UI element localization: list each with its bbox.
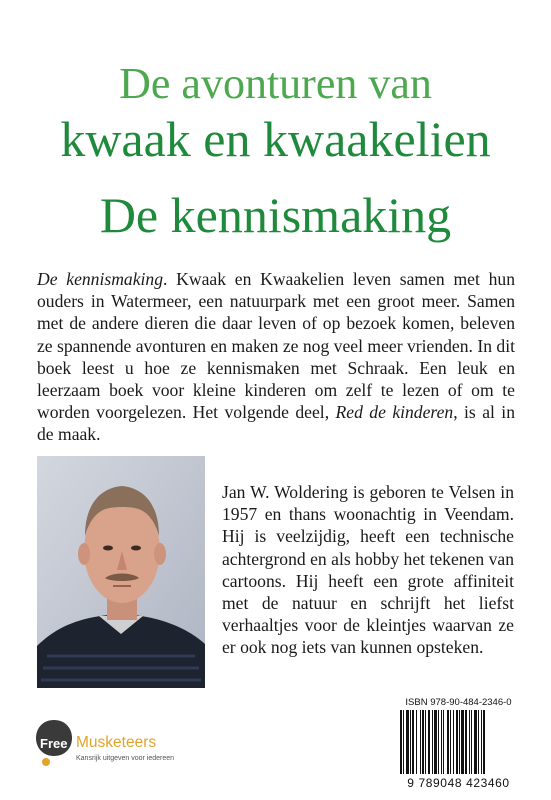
barcode-bar [432,710,433,774]
description-text-1: . Kwaak en Kwaakelien leven samen met hun ouders in Watermeer, een natuurpark met een groot meer. Samen met de andere dieren die daar leven of op bezoek komen, beleven ze spannende avonturen en maken ze nog veel meer vrienden. In dit boek leest u hoe ze kennismaken met Schraak. Een leuk en leerzaam boek voor kleine kinderen om zelf te lezen of om te worden voorgelezen. Het volgende deel, [37,269,515,423]
barcode-bar [443,710,444,774]
author-bio: Jan W. Woldering is geboren te Velsen in 1957 en thans woonachtig in Veendam. Hij is veelzijdig, heeft een technische achtergrond en als hobby het tekenen van cartoons. Hij heeft een grote affiniteit met de natuur en schrijft het liefst verhaaltjes voor de kleintjes waarvan ze er ook nog iets van kunnen opsteken. [222,482,514,658]
barcode-bar [459,710,460,774]
barcode-bar [456,710,458,774]
barcode-bar [483,710,485,774]
description-text-2: , is al in de maak. [37,402,515,445]
barcode-bar [428,710,430,774]
barcode-bar [471,710,472,774]
title-line-1: De avonturen van [119,59,432,108]
barcode-bar [469,710,470,774]
barcode-bar [474,710,477,774]
barcode-bar [410,710,411,774]
barcode-bar [400,710,402,774]
subtitle: De kennismaking [99,187,452,243]
barcode-bar [420,710,421,774]
book-description [37,268,515,446]
publisher-logo-name: Musketeers [76,734,157,751]
title-line-2: kwaak en kwaakelien [60,111,491,167]
author-photo [37,456,205,688]
barcode-bar [406,710,409,774]
publisher-logo [34,718,204,778]
barcode-bar [478,710,479,774]
barcode-bar [481,710,482,774]
description-next-title: Red de kinderen [335,402,454,423]
barcode [398,710,519,774]
barcode-bar [425,710,426,774]
barcode-bar [412,710,414,774]
barcode-bar [438,710,439,774]
publisher-tagline: Kansrijk uitgeven voor iedereen [76,755,175,762]
barcode-bar [465,710,467,774]
barcode-bar [447,710,449,774]
barcode-bar [416,710,417,774]
barcode-bar [453,710,454,774]
barcode-bar [461,710,464,774]
isbn-digits: 9 789048 423460 [407,776,510,790]
barcode-bar [434,710,437,774]
barcode-bar [422,710,424,774]
isbn-barcode-block [395,697,522,791]
barcode-bar [403,710,404,774]
barcode-bar [441,710,442,774]
publisher-logo-free: Free [40,736,68,751]
description-lead-title: De kennismaking [37,269,164,289]
isbn-label: ISBN 978-90-484-2346-0 [405,697,512,708]
barcode-bar [450,710,451,774]
